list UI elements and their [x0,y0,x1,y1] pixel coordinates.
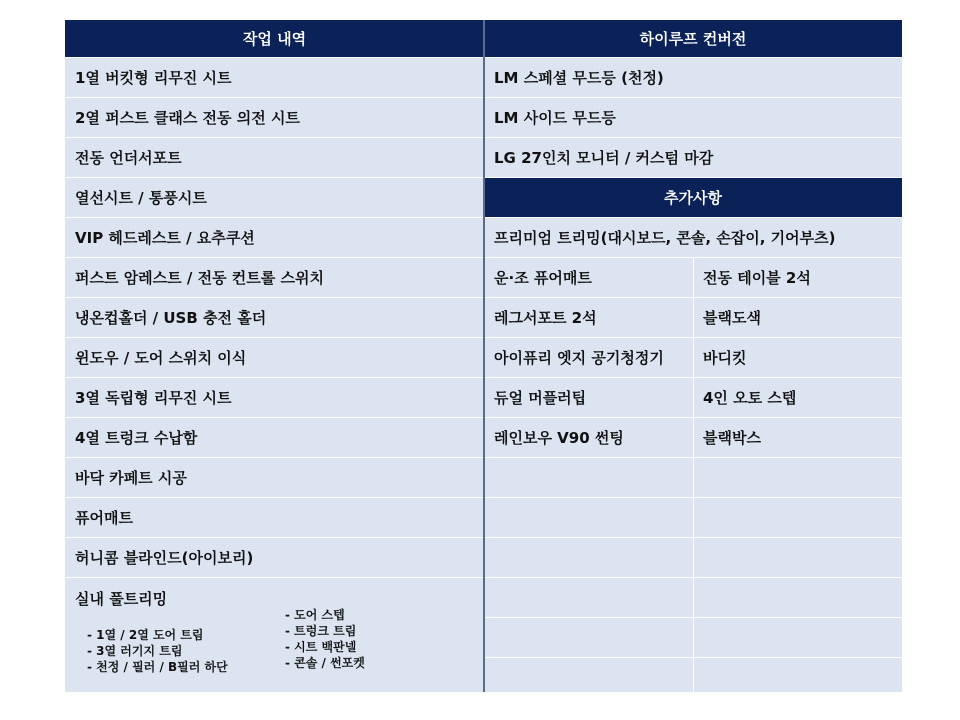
trim-list-right [285,607,365,671]
header-work-history: 작업 내역 [65,20,484,57]
extras-item: 전동 테이블 2석 [693,257,902,297]
empty-cell [693,577,902,617]
column-divider [483,20,485,692]
options-table [65,20,902,692]
empty-cell [484,497,693,537]
empty-cell [484,577,693,617]
work-item: 퓨어매트 [65,497,484,537]
header-high-roof: 하이루프 컨버전 [484,20,902,57]
work-item: 퍼스트 암레스트 / 전동 컨트롤 스위치 [65,257,484,297]
work-item: 전동 언더서포트 [65,137,484,177]
empty-cell [693,457,902,497]
trim-list-left [87,627,228,675]
work-item: 3열 독립형 리무진 시트 [65,377,484,417]
extras-item: 바디킷 [693,337,902,377]
extras-item: 레인보우 V90 썬팅 [484,417,693,457]
trim-item: - 콘솔 / 썬포켓 [285,656,365,670]
work-item: 허니콤 블라인드(아이보리) [65,537,484,577]
extras-item: 레그서포트 2석 [484,297,693,337]
column-divider [693,257,694,692]
high-roof-item: LM 스페셜 무드등 (천정) [484,57,902,97]
extras-item: 4인 오토 스텝 [693,377,902,417]
trim-item: - 3열 러기지 트림 [87,644,183,658]
extras-item-full: 프리미엄 트리밍(대시보드, 콘솔, 손잡이, 기어부츠) [484,217,902,257]
work-item: 열선시트 / 통풍시트 [65,177,484,217]
empty-cell [484,457,693,497]
work-item: 냉온컵홀더 / USB 충전 홀더 [65,297,484,337]
trim-item: - 트렁크 트림 [285,624,357,638]
work-item: VIP 헤드레스트 / 요추쿠션 [65,217,484,257]
work-item: 윈도우 / 도어 스위치 이식 [65,337,484,377]
header-extras: 추가사항 [484,177,902,217]
extras-item: 듀얼 머플러팁 [484,377,693,417]
empty-cell [693,617,902,657]
extras-item: 블랙박스 [693,417,902,457]
trim-item: - 시트 백판넬 [285,640,357,654]
extras-item: 운·조 퓨어매트 [484,257,693,297]
empty-cell [693,537,902,577]
empty-cell [484,537,693,577]
high-roof-item: LM 사이드 무드등 [484,97,902,137]
extras-item: 아이퓨리 엣지 공기청정기 [484,337,693,377]
high-roof-item: LG 27인치 모니터 / 커스텀 마감 [484,137,902,177]
trim-item: - 도어 스텝 [285,608,345,622]
trim-item: - 1열 / 2열 도어 트림 [87,628,204,642]
empty-cell [484,617,693,657]
empty-cell [693,657,902,692]
empty-cell [693,497,902,537]
empty-cell [484,657,693,692]
trim-item: - 천정 / 필러 / B필러 하단 [87,660,228,674]
work-item: 2열 퍼스트 클래스 전동 의전 시트 [65,97,484,137]
work-item-label: 실내 풀트리밍 [75,590,168,608]
work-item: 4열 트렁크 수납함 [65,417,484,457]
work-item: 1열 버킷형 리무진 시트 [65,57,484,97]
extras-item: 블랙도색 [693,297,902,337]
work-item: 바닥 카페트 시공 [65,457,484,497]
